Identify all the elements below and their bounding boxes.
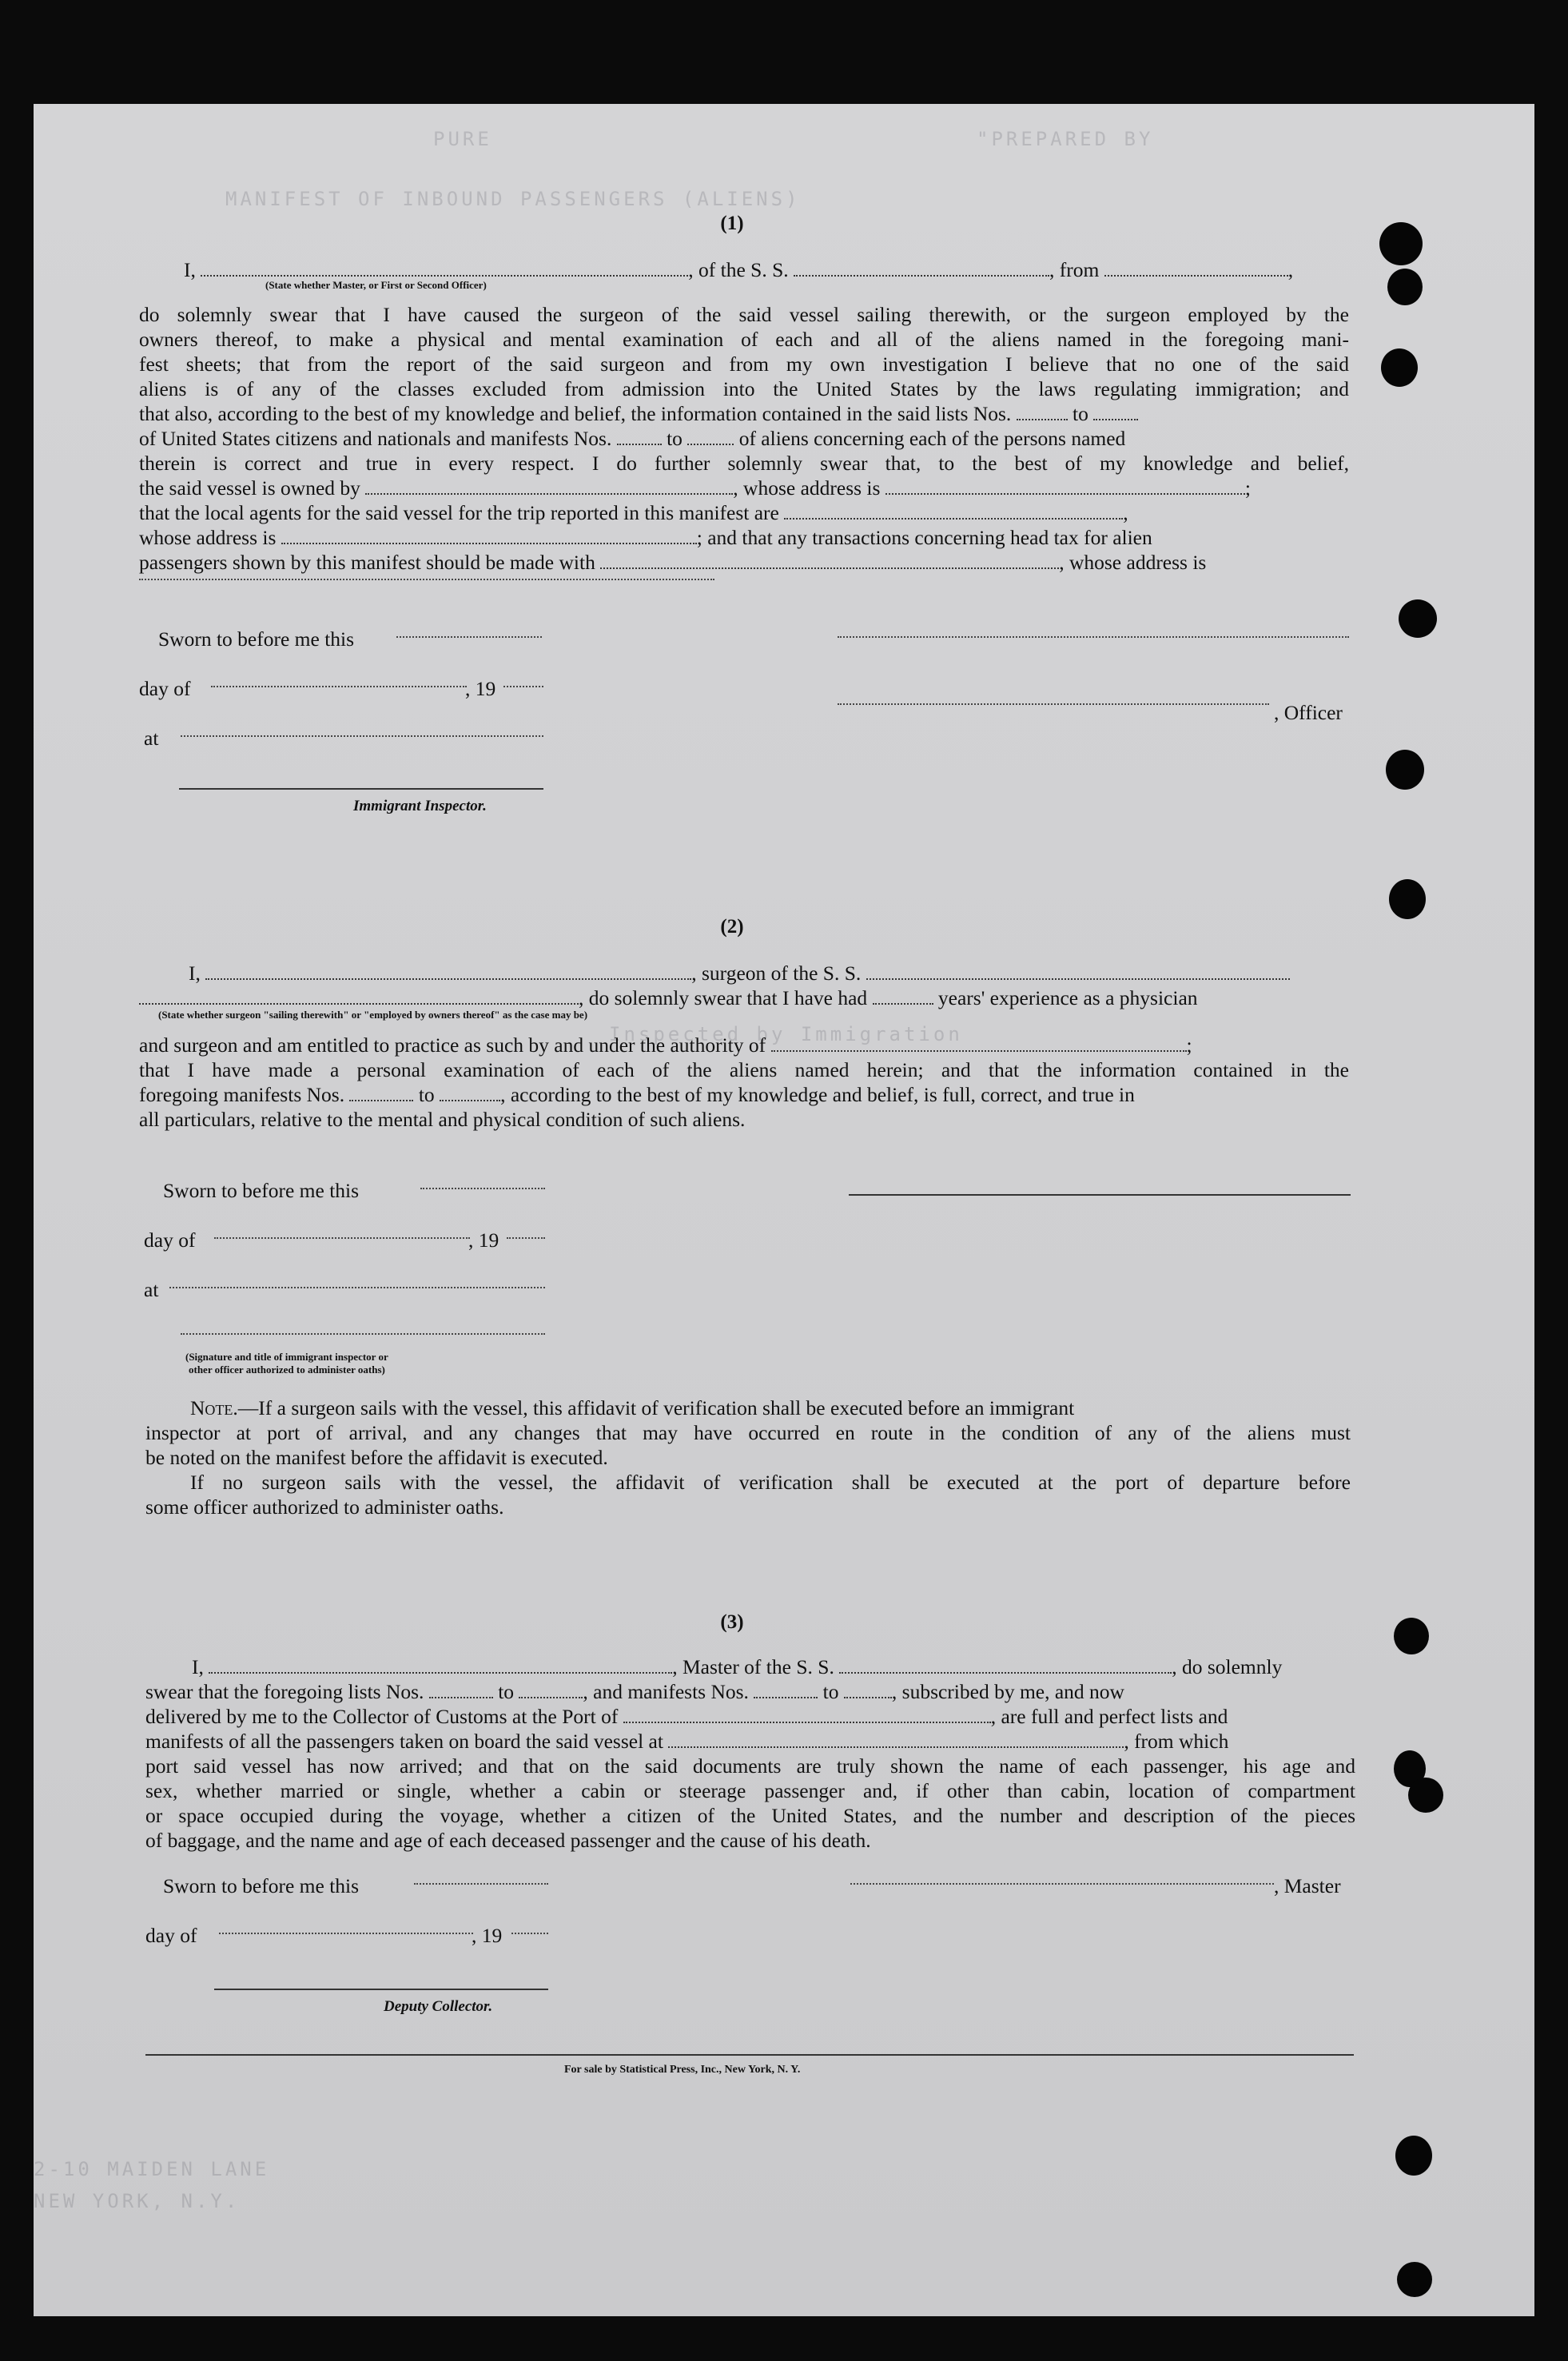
years-experience-field[interactable]: [873, 989, 933, 1005]
text: I,: [192, 1655, 204, 1678]
s2-day-field[interactable]: [214, 1237, 470, 1239]
text: , are full and perfect lists and: [990, 1705, 1228, 1728]
s3-lists-to-field[interactable]: [519, 1682, 583, 1698]
lists-from-field[interactable]: [1017, 404, 1068, 420]
text: , and manifests Nos.: [583, 1680, 749, 1703]
punch-hole: [1397, 2262, 1432, 2297]
s2-at-field[interactable]: [169, 1287, 545, 1288]
lists-to-field[interactable]: [1093, 404, 1138, 420]
note-line: some officer authorized to administer oaths.: [145, 1495, 504, 1519]
s2-line6: all particulars, relative to the mental and physical condition of such aliens.: [139, 1108, 746, 1131]
s3-ship-field[interactable]: [839, 1658, 1172, 1674]
text: to: [498, 1680, 515, 1703]
s1-caption: (State whether Master, or First or Second Officer): [265, 279, 487, 291]
text: , of the S. S.: [688, 258, 789, 281]
text: , subscribed by me, and now: [891, 1680, 1124, 1703]
section-3-number: (3): [720, 1611, 744, 1633]
owner-address-field[interactable]: [885, 479, 1245, 495]
punch-hole: [1408, 1778, 1443, 1813]
s3-para-line: of baggage, and the name and age of each deceased passenger and the cause of his death.: [145, 1829, 871, 1852]
s1-line11: [139, 550, 1206, 575]
text: , whose address is: [1059, 551, 1207, 574]
s3-day-field[interactable]: [219, 1933, 473, 1934]
text: of aliens concerning each of the persons named: [738, 427, 1126, 450]
agents-address-field[interactable]: [281, 528, 697, 544]
s2-caption: (State whether surgeon "sailing therewith" or "employed by owners thereof" as the case may be): [158, 1009, 588, 1021]
note-line: inspector at port of arrival, and any changes that may have occurred en route in the condition of any of the aliens must: [145, 1421, 1351, 1444]
s2-para-line: that I have made a personal examination of each of the aliens named herein; and that the information contained in the: [139, 1058, 1349, 1081]
text: of United States citizens and nationals and manifests Nos.: [139, 427, 612, 450]
text: passengers shown by this manifest should be made with: [139, 551, 595, 574]
inspector-caption: Immigrant Inspector.: [353, 798, 487, 814]
s2-sig-caption: other officer authorized to administer oaths): [189, 1364, 385, 1376]
text: to: [1073, 402, 1088, 425]
ship-name-field[interactable]: [794, 261, 1049, 277]
surgeon-status-field[interactable]: [139, 989, 579, 1005]
owner-field[interactable]: [365, 479, 733, 495]
note-line: If no surgeon sails with the vessel, the affidavit of verification shall be executed at the port of departure before: [190, 1471, 1351, 1494]
deputy-caption: Deputy Collector.: [384, 1998, 493, 2015]
from-port-field[interactable]: [1104, 261, 1288, 277]
text: to: [822, 1680, 839, 1703]
punch-hole: [1389, 879, 1426, 919]
s1-para-line: aliens is of any of the classes excluded from admission into the United States by the laws regulating immigration; and: [139, 377, 1349, 400]
master-label: , Master: [1274, 1874, 1341, 1897]
text: , from: [1049, 258, 1100, 281]
s3-lists-from-field[interactable]: [429, 1682, 493, 1698]
s1-line10: [139, 525, 1152, 550]
s1-para-line: do solemnly swear that I have caused the surgeon of the said vessel sailing therewith, or the surgeon employed by the: [139, 303, 1349, 326]
s1-sworn-label: Sworn to before me this: [158, 627, 355, 651]
section-2-number: (2): [720, 916, 744, 938]
text: ;: [1244, 476, 1251, 500]
s1-at-label: at: [144, 727, 159, 750]
officer-title-field[interactable]: [838, 703, 1269, 705]
surgeon-name-field[interactable]: [205, 964, 691, 980]
section-1-number: (1): [720, 213, 744, 234]
s1-day-field[interactable]: [211, 686, 467, 687]
text: , according to the best of my knowledge and belief, is full, correct, and true in: [500, 1083, 1135, 1106]
s3-para-line: sex, whether married or single, whether a cabin or steerage passenger and, if other than cabin, location of compartment: [145, 1779, 1355, 1802]
s2-manifests-to-field[interactable]: [440, 1085, 500, 1101]
s2-line1: [189, 961, 1290, 985]
s1-line9: [139, 500, 1128, 525]
s1-line6: [139, 426, 1125, 451]
text: delivered by me to the Collector of Customs at the Port of: [145, 1705, 619, 1728]
s2-line3: [139, 1033, 1192, 1057]
s3-para-line: port said vessel has now arrived; and that on the said documents are truly shown the name of each passenger, his age and: [145, 1754, 1355, 1778]
text: ; and that any transactions concerning head tax for alien: [696, 526, 1152, 549]
text: swear that the foregoing lists Nos.: [145, 1680, 424, 1703]
s2-sig-caption: (Signature and title of immigrant inspector or: [185, 1351, 388, 1363]
text: to: [418, 1083, 435, 1106]
note-label: Note.: [190, 1396, 238, 1419]
s2-year-label: , 19: [468, 1228, 499, 1252]
s1-sworn-field[interactable]: [396, 636, 542, 638]
s3-manifests-from-field[interactable]: [754, 1682, 818, 1698]
s2-manifests-from-field[interactable]: [349, 1085, 413, 1101]
s3-line2: [145, 1679, 1124, 1704]
note-line: be noted on the manifest before the affidavit is executed.: [145, 1446, 608, 1469]
authority-field[interactable]: [771, 1036, 1187, 1052]
officer-rank-field[interactable]: [201, 261, 688, 277]
s1-year-label: , 19: [465, 677, 496, 700]
s3-sworn-label: Sworn to before me this: [163, 1874, 360, 1897]
s3-year-label: , 19: [472, 1924, 503, 1947]
s1-day-label: day of: [139, 677, 191, 700]
s3-sworn-field[interactable]: [414, 1883, 548, 1885]
head-tax-party-field[interactable]: [600, 553, 1059, 569]
s1-at-field[interactable]: [181, 735, 543, 737]
text: , do solemnly: [1172, 1655, 1283, 1678]
s3-manifests-to-field[interactable]: [844, 1682, 892, 1698]
text: ;: [1186, 1033, 1192, 1057]
manifests-from-field[interactable]: [617, 429, 662, 445]
s2-year-field[interactable]: [507, 1237, 545, 1239]
s3-line1: [192, 1654, 1282, 1679]
s2-line5: [139, 1082, 1135, 1107]
s1-para-line: fest sheets; that from the report of the said surgeon and from my own investigation I believe that no one of the said: [139, 352, 1349, 376]
s1-para-line: therein is correct and true in every respect. I do further solemnly swear that, to the best of my knowledge and belief,: [139, 452, 1349, 475]
s1-year-field[interactable]: [503, 686, 543, 687]
text: foregoing manifests Nos.: [139, 1083, 345, 1106]
master-signature-field[interactable]: [850, 1883, 1274, 1885]
master-name-field[interactable]: [209, 1658, 672, 1674]
manifests-to-field[interactable]: [687, 429, 734, 445]
text: I,: [184, 258, 196, 281]
text: to: [667, 427, 683, 450]
text: , Master of the S. S.: [672, 1655, 834, 1678]
punch-hole: [1399, 599, 1437, 638]
text: , surgeon of the S. S.: [691, 962, 862, 985]
s2-at-label: at: [144, 1278, 159, 1301]
surgeon-signature-line[interactable]: [849, 1194, 1351, 1196]
s2-sworn-field[interactable]: [420, 1188, 545, 1189]
punch-hole: [1386, 750, 1424, 790]
text: ,: [1287, 258, 1294, 281]
embarkation-port-field[interactable]: [668, 1732, 1124, 1748]
punch-hole: [1387, 269, 1423, 305]
punch-hole: [1381, 348, 1418, 387]
text: ,: [1123, 501, 1128, 524]
s1-line8: [139, 476, 1251, 500]
s3-year-field[interactable]: [511, 1933, 548, 1934]
s1-para-line: owners thereof, to make a physical and mental examination of each and all of the aliens named in the foregoing mani-: [139, 328, 1349, 351]
officer-signature-field[interactable]: [838, 636, 1349, 638]
s2-sworn-label: Sworn to before me this: [163, 1179, 360, 1202]
text: and surgeon and am entitled to practice as such by and under the authority of: [139, 1033, 766, 1057]
s2-ship-field[interactable]: [866, 964, 1290, 980]
note-line: [190, 1395, 1351, 1420]
text: that the local agents for the said vessel for the trip reported in this manifest are: [139, 501, 779, 524]
local-agents-field[interactable]: [784, 504, 1123, 520]
inspector-signature-line[interactable]: [179, 788, 543, 790]
deputy-signature-line[interactable]: [214, 1989, 548, 1990]
s3-line3: [145, 1704, 1228, 1729]
s2-line2: [139, 985, 1198, 1010]
text: , whose address is: [733, 476, 881, 500]
publisher-note: For sale by Statistical Press, Inc., New York, N. Y.: [564, 2064, 801, 2076]
text: I,: [189, 962, 201, 985]
officer-label: , Officer: [1274, 701, 1343, 724]
s3-day-label: day of: [145, 1924, 197, 1947]
text: manifests of all the passengers taken on board the said vessel at: [145, 1730, 663, 1753]
text: , do solemnly swear that I have had: [579, 986, 868, 1009]
s3-line4: [145, 1729, 1228, 1754]
text: —If a surgeon sails with the vessel, this affidavit of verification shall be executed before an immigrant: [237, 1396, 1075, 1419]
form-sheet: "PREPARED BY PURE MANIFEST OF INBOUND PASSENGERS (ALIENS) Inspected by Immigration 2-10 MAIDEN LANE NEW YORK, N.Y.: [34, 104, 1534, 2316]
s2-day-label: day of: [144, 1228, 196, 1252]
text: that also, according to the best of my knowledge and belief, the information contained in the said lists Nos.: [139, 402, 1012, 425]
s2-inspector-signature-field[interactable]: [181, 1333, 545, 1335]
footer-rule: [145, 2054, 1354, 2056]
text: , from which: [1124, 1730, 1229, 1753]
text: whose address is: [139, 526, 277, 549]
s3-para-line: or space occupied during the voyage, whether a citizen of the United States, and the number and description of the pieces: [145, 1804, 1355, 1827]
s1-line5: [139, 401, 1138, 426]
head-tax-address-field[interactable]: [139, 579, 714, 580]
text: the said vessel is owned by: [139, 476, 360, 500]
text: years' experience as a physician: [937, 986, 1198, 1009]
port-field[interactable]: [623, 1707, 991, 1723]
punch-hole: [1395, 2136, 1432, 2176]
